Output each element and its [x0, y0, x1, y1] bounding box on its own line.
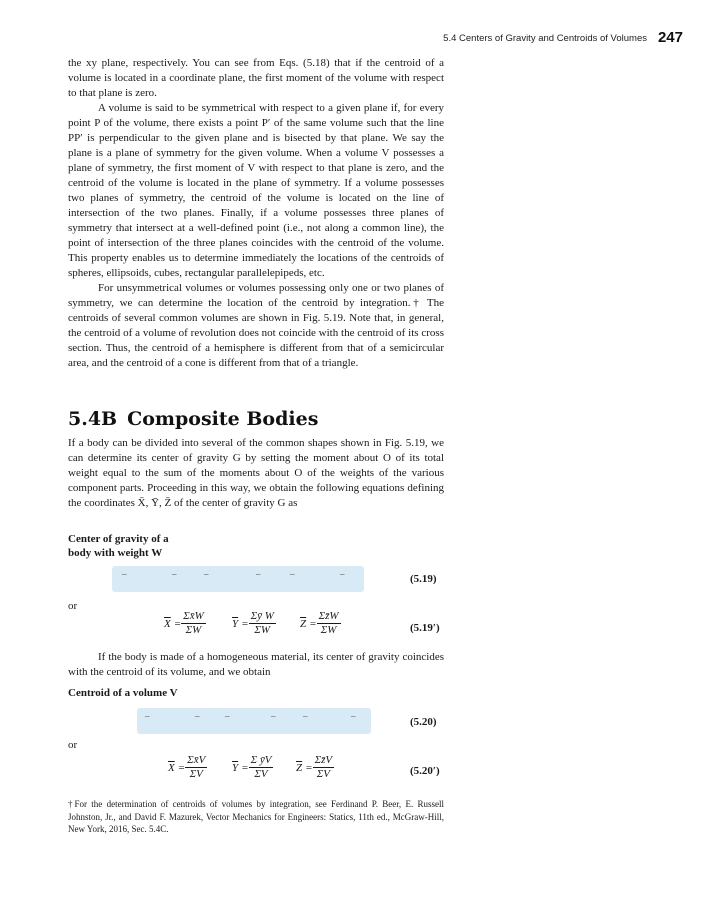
- formula-lhs: $\overline{X}$: [168, 761, 175, 774]
- formula-x-volume: $\overline{X}$ = $\frac{\Sigma x̄V}{\Sigma V}$: [168, 754, 206, 780]
- paragraph: If the body is made of a homogeneous material, its center of gravity coincides with the centroid of its volume, and we obtain: [68, 651, 444, 678]
- section-number: 5.4B: [68, 408, 118, 430]
- formula-numerator: Σȳ W: [250, 610, 274, 622]
- formula-lhs: $\overline{Y}$: [232, 617, 239, 630]
- formula-numerator: Σz̄W: [318, 610, 339, 622]
- intro-text: [68, 56, 444, 371]
- paragraph: For unsymmetrical volumes or volumes possessing only one or two planes of symmetry, we can determine the location of the centroid by integration.† The centroids of several common volumes are shown in Fig. 5.19. Note that, in general, the centroid of a volume of revolution does not coincide with the centroid of its cross section. Thus, the centroid of a hemisphere is different from that of a semicircular area, and the centroid of a cone is different from that of a triangle.: [68, 282, 444, 369]
- section-title: Composite Bodies: [127, 408, 319, 430]
- formula-denominator: ΣV: [189, 768, 203, 780]
- formula-lhs: $\overline{Z}$: [296, 761, 303, 774]
- formula-y-weight: $\overline{Y}$ = $\frac{\text{Σȳ W}}{\Sigma W}$: [232, 610, 274, 636]
- paragraph: A volume is said to be symmetrical with respect to a given plane if, for every point P of the volume, there exists a point P′ of the same volume such that the line PP′ is perpendicular to the given plane and is bisected by that plane. We say the plane is a plane of symmetry for the given volume. When a volume V possesses a plane of symmetry, the first moment of V with respect to that plane is zero, and the centroid of the volume is located in the plane of symmetry. If a volume possesses two planes of symmetry, the centroid of the volume is located on the line of intersection of the two planes. Finally, if a volume possesses three planes of symmetry that intersect at a well-defined point (i.e., not along a common line), the point of intersection of the three planes coincides with the centroid of the volume. This property enables us to determine immediately the locations of the centroids of spheres, ellipsoids, cubes, rectangular parallelepipeds, etc.: [68, 102, 444, 279]
- formula-denominator: ΣW: [254, 624, 271, 636]
- formula-z-weight: $\overline{Z}$ = $\frac{\Sigma z̄W}{\Sigma W}$: [300, 610, 339, 636]
- section-heading: [68, 408, 318, 430]
- formula-z-volume: $\overline{Z}$ = $\frac{\Sigma z̄V}{\Sigma V}$: [296, 754, 333, 780]
- formula-denominator: ΣV: [316, 768, 330, 780]
- section-text: [68, 436, 444, 511]
- formula-denominator: ΣV: [254, 768, 268, 780]
- equation-number: (5.20): [410, 716, 437, 728]
- formula-y-volume: $\overline{Y}$ = $\frac{\text{Σ ȳV}}{\Sigma V}$: [232, 754, 272, 780]
- paragraph: the xy plane, respectively. You can see from Eqs. (5.18) that if the centroid of a volume is located in a coordinate plane, the first moment of the volume with respect to that plane is zero.: [68, 57, 444, 99]
- equation-box-5-19: – – – – – –: [112, 566, 364, 592]
- running-head: 5.4 Centers of Gravity and Centroids of Volumes: [443, 33, 647, 44]
- or-text: or: [68, 600, 78, 612]
- equation-box-5-20: – – – – – –: [137, 708, 371, 734]
- formula-numerator: Σz̄V: [314, 754, 333, 766]
- formula-numerator: Σx̄W: [183, 610, 204, 622]
- formula-numerator: Σ ȳV: [250, 754, 272, 766]
- equation-number: (5.19): [410, 573, 437, 585]
- formula-x-weight: $\overline{X}$ = $\frac{\Sigma x̄W}{\Sigma W}$: [164, 610, 204, 636]
- formula-lhs: $\overline{Z}$: [300, 617, 307, 630]
- margin-label-gravity: [68, 532, 169, 560]
- footnote: †For the determination of centroids of volumes by integration, see Ferdinand P. Beer, E. Russell Johnston, Jr., and David F. Mazurek, Vector Mechanics for Engineers: Statics, 11th ed., McGraw-Hill, New York, 2016, Sec. 5.4C.: [68, 799, 444, 834]
- label-line: body with weight W: [68, 547, 163, 559]
- paragraph: If a body can be divided into several of the common shapes shown in Fig. 5.19, we can determine its center of gravity G by setting the moment about O of its total weight equal to the sum of the moments about O of the weights of the various component parts. Proceeding in this way, we obtain the following equations defining the coordinates X̄, Ȳ, Z̄ of the center of gravity G as: [68, 437, 444, 509]
- label-line: Center of gravity of a: [68, 533, 169, 545]
- formula-lhs: $\overline{Y}$: [232, 761, 239, 774]
- formula-denominator: ΣW: [185, 624, 202, 636]
- section-text-2: [68, 650, 444, 680]
- page-header: [0, 30, 719, 50]
- equation-number: (5.19′): [410, 622, 440, 634]
- formula-numerator: Σx̄V: [187, 754, 206, 766]
- formula-denominator: ΣW: [320, 624, 337, 636]
- page-number: 247: [657, 29, 683, 46]
- margin-label-centroid: Centroid of a volume V: [68, 687, 178, 699]
- or-text: or: [68, 739, 78, 751]
- equation-number: (5.20′): [410, 765, 440, 777]
- formula-lhs: $\overline{X}$: [164, 617, 171, 630]
